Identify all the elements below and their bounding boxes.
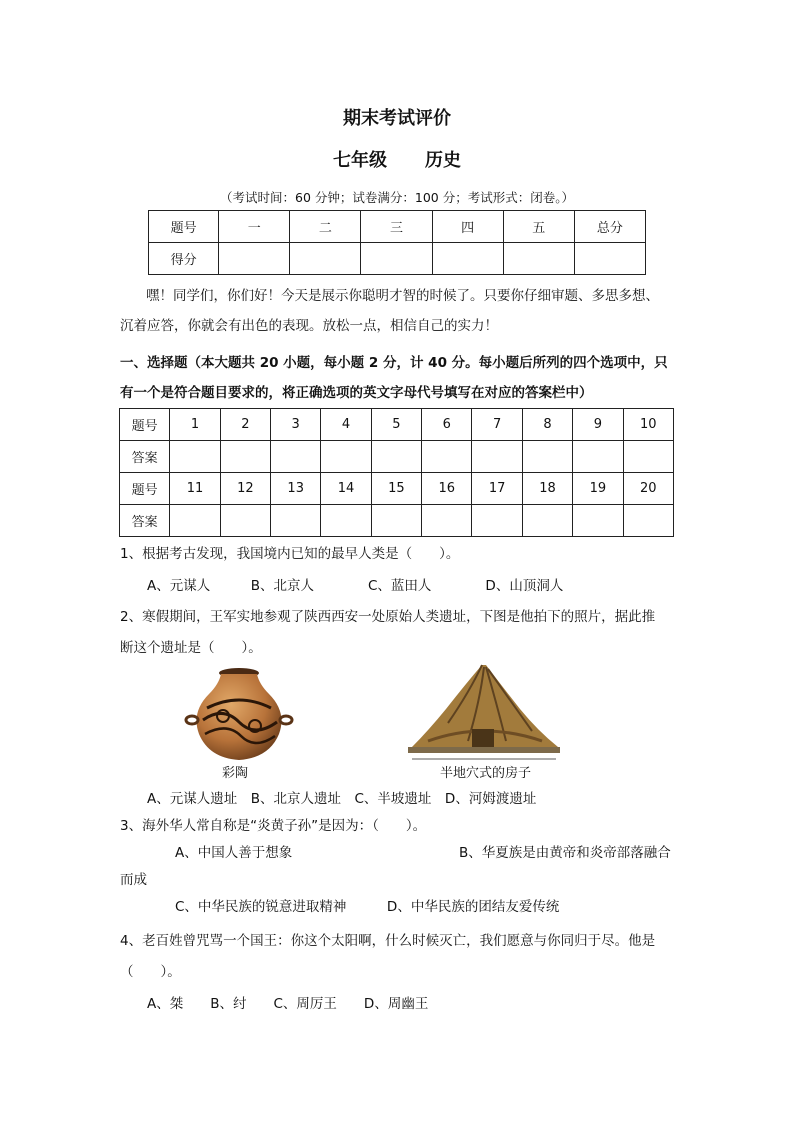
score-cell[interactable] bbox=[432, 243, 503, 275]
score-cell[interactable] bbox=[219, 243, 290, 275]
question-number-cell: 2 bbox=[220, 409, 270, 441]
answer-cell[interactable] bbox=[522, 505, 572, 537]
question-number-cell: 5 bbox=[371, 409, 421, 441]
answer-table bbox=[119, 408, 674, 537]
answer-cell[interactable] bbox=[321, 505, 371, 537]
score-header-cell: 题号 bbox=[149, 211, 219, 243]
question-2-stem-1: 2、寒假期间，王军实地参观了陕西西安一处原始人类遗址，下图是他拍下的照片，据此推 bbox=[120, 609, 656, 625]
question-3-options-cd: C、中华民族的锐意进取精神 D、中华民族的团结友爱传统 bbox=[175, 899, 560, 915]
answer-cell[interactable] bbox=[623, 505, 673, 537]
house-caption: 半地穴式的房子 bbox=[440, 766, 532, 781]
answer-cell[interactable] bbox=[472, 441, 522, 473]
question-number-cell: 19 bbox=[573, 473, 623, 505]
section-1-heading-2: 有一个是符合题目要求的，将正确选项的英文字母代号填写在对应的答案栏中） bbox=[120, 385, 593, 401]
semi-subterranean-house-image bbox=[408, 661, 560, 767]
question-3-option-b: B、华夏族是由黄帝和炎帝部落融合 bbox=[459, 845, 671, 861]
answer-cell[interactable] bbox=[422, 441, 472, 473]
grade-subject bbox=[0, 146, 794, 172]
answer-cell[interactable] bbox=[472, 505, 522, 537]
answer-cell[interactable] bbox=[573, 441, 623, 473]
question-2-stem-2: 断这个遗址是（ ）。 bbox=[120, 640, 262, 656]
answer-cell[interactable] bbox=[522, 441, 572, 473]
page-title: 期末考试评价 bbox=[343, 108, 451, 129]
score-header-cell: 五 bbox=[503, 211, 574, 243]
intro-line-1: 嘿！同学们，你们好！今天是展示你聪明才智的时候了。只要你仔细审题、多思多想、 bbox=[146, 288, 659, 304]
painted-pottery-image bbox=[183, 664, 295, 764]
question-number-cell: 15 bbox=[371, 473, 421, 505]
section-1-heading-1: 一、选择题（本大题共 20 小题，每小题 2 分，计 40 分。每小题后所列的四个选项中，只 bbox=[120, 355, 668, 371]
question-3-stem: 3、海外华人常自称是“炎黄子孙”是因为：（ ）。 bbox=[120, 818, 427, 834]
answer-table-ans-label: 答案 bbox=[120, 505, 170, 537]
score-header-cell: 四 bbox=[432, 211, 503, 243]
answer-cell[interactable] bbox=[371, 505, 421, 537]
score-cell[interactable] bbox=[290, 243, 361, 275]
question-number-cell: 12 bbox=[220, 473, 270, 505]
question-number-cell: 8 bbox=[522, 409, 572, 441]
score-header-cell: 三 bbox=[361, 211, 432, 243]
score-cell[interactable] bbox=[574, 243, 645, 275]
question-1-options: A、元谋人 B、北京人 C、蓝田人 D、山顶洞人 bbox=[147, 578, 564, 594]
question-number-cell: 16 bbox=[422, 473, 472, 505]
question-1-stem: 1、根据考古发现，我国境内已知的最早人类是（ ）。 bbox=[120, 546, 460, 562]
subject: 历史 bbox=[425, 150, 461, 171]
answer-cell[interactable] bbox=[170, 441, 220, 473]
question-4-stem-1: 4、老百姓曾咒骂一个国王：你这个太阳啊，什么时候灭亡，我们愿意与你同归于尽。他是 bbox=[120, 933, 656, 949]
answer-cell[interactable] bbox=[220, 505, 270, 537]
answer-cell[interactable] bbox=[623, 441, 673, 473]
answer-cell[interactable] bbox=[371, 441, 421, 473]
question-number-cell: 9 bbox=[573, 409, 623, 441]
score-cell[interactable] bbox=[503, 243, 574, 275]
answer-cell[interactable] bbox=[271, 441, 321, 473]
score-header-cell: 总分 bbox=[574, 211, 645, 243]
question-number-cell: 11 bbox=[170, 473, 220, 505]
score-table bbox=[148, 210, 646, 275]
question-4-stem-2: （ ）。 bbox=[120, 964, 181, 980]
question-number-cell: 3 bbox=[271, 409, 321, 441]
answer-cell[interactable] bbox=[271, 505, 321, 537]
question-number-cell: 20 bbox=[623, 473, 673, 505]
answer-cell[interactable] bbox=[170, 505, 220, 537]
score-header-cell: 一 bbox=[219, 211, 290, 243]
score-row-label: 得分 bbox=[149, 243, 219, 275]
question-number-cell: 18 bbox=[522, 473, 572, 505]
question-number-cell: 6 bbox=[422, 409, 472, 441]
answer-cell[interactable] bbox=[321, 441, 371, 473]
question-number-cell: 1 bbox=[170, 409, 220, 441]
pottery-caption: 彩陶 bbox=[222, 766, 249, 781]
question-number-cell: 10 bbox=[623, 409, 673, 441]
answer-table-ans-label: 答案 bbox=[120, 441, 170, 473]
answer-table-num-label: 题号 bbox=[120, 409, 170, 441]
answer-cell[interactable] bbox=[573, 505, 623, 537]
question-number-cell: 14 bbox=[321, 473, 371, 505]
question-2-options: A、元谋人遗址 B、北京人遗址 C、半坡遗址 D、河姆渡遗址 bbox=[147, 791, 537, 807]
score-cell[interactable] bbox=[361, 243, 432, 275]
question-3-option-b-continued: 而成 bbox=[120, 872, 147, 888]
question-number-cell: 7 bbox=[472, 409, 522, 441]
question-number-cell: 4 bbox=[321, 409, 371, 441]
question-number-cell: 17 bbox=[472, 473, 522, 505]
answer-table-num-label: 题号 bbox=[120, 473, 170, 505]
answer-cell[interactable] bbox=[220, 441, 270, 473]
question-number-cell: 13 bbox=[271, 473, 321, 505]
intro-line-2: 沉着应答，你就会有出色的表现。放松一点，相信自己的实力！ bbox=[120, 318, 498, 334]
question-4-options: A、桀 B、纣 C、周厉王 D、周幽王 bbox=[147, 996, 429, 1012]
score-header-cell: 二 bbox=[290, 211, 361, 243]
answer-cell[interactable] bbox=[422, 505, 472, 537]
grade: 七年级 bbox=[333, 150, 387, 171]
exam-info: （考试时间：60 分钟；试卷满分：100 分；考试形式：闭卷。） bbox=[220, 190, 574, 205]
question-3-option-a: A、中国人善于想象 bbox=[175, 845, 293, 861]
